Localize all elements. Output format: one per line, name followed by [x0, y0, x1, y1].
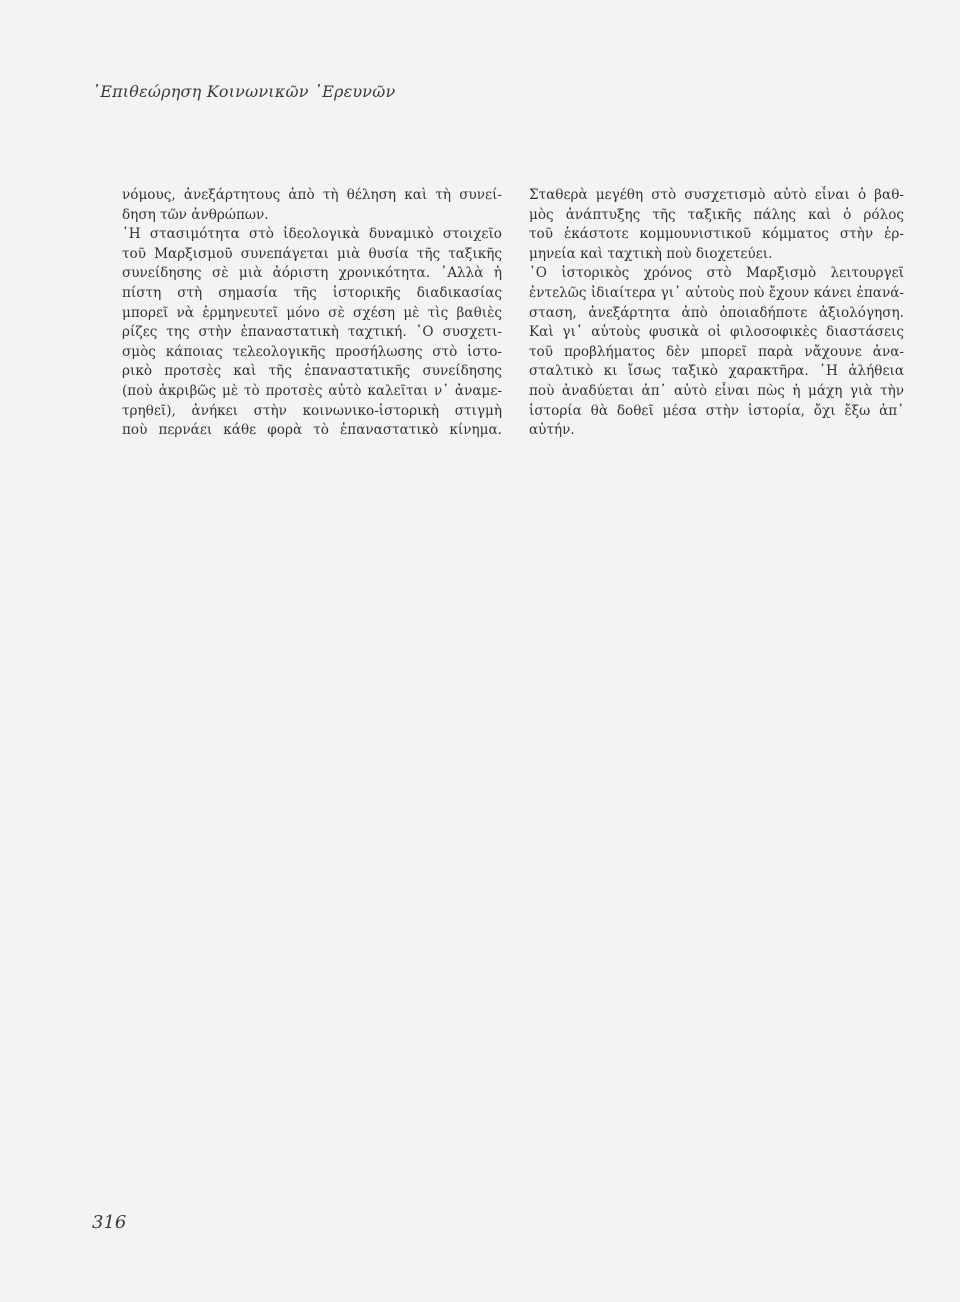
text-line: ἱστορία θὰ δοθεῖ μέσα στὴν ἱστορία, ὄχι ἔξω ἀπ᾽: [529, 402, 904, 419]
text-line: τοῦ ἑκάστοτε κομμουνιστικοῦ κόμματος στὴν ἑρ-: [529, 226, 904, 243]
text-line: Καὶ γι᾽ αὐτοὺς φυσικὰ οἱ φιλοσοφικὲς διαστάσεις: [529, 324, 904, 341]
right-text-column: [529, 186, 904, 441]
text-line: ῾Ο ἱστορικὸς χρόνος στὸ Μαρξισμὸ λειτουργεῖ: [529, 265, 904, 282]
text-line: τοῦ προβλήματος δὲν μπορεῖ παρὰ νἄχουνε ἀνα-: [529, 343, 904, 360]
text-line: συνείδησης σὲ μιὰ ἀόριστη χρονικότητα. ᾽Αλλὰ ἡ: [122, 265, 502, 282]
text-line: μὸς ἀνάπτυξης τῆς ταξικῆς πάλης καὶ ὁ ρόλος: [529, 206, 904, 223]
text-line: ῾Η στασιμότητα στὸ ἰδεολογικὰ δυναμικὸ στοιχεῖο: [122, 226, 502, 243]
text-line: ρίζες της στὴν ἐπαναστατικὴ ταχτική. ῾Ο συσχετι-: [122, 324, 502, 341]
text-line: νόμους, ἀνεξάρτητους ἀπὸ τὴ θέληση καὶ τὴ συνεί-: [122, 187, 502, 203]
text-line: τρηθεῖ), ἀνήκει στὴν κοινωνικο-ἱστορικὴ στιγμὴ: [122, 402, 502, 419]
left-text-column: [122, 186, 502, 441]
text-line: μηνεία καὶ ταχτικὴ ποὺ διοχετεύει.: [529, 245, 773, 262]
text-line: μπορεῖ νὰ ἑρμηνευτεῖ μόνο σὲ σχέση μὲ τὶς βαθιὲς: [122, 304, 502, 321]
text-line: σταλτικὸ κι ἴσως ταξικὸ χαρακτῆρα. ῾Η ἀλήθεια: [529, 363, 904, 380]
text-line: σταση, ἀνεξάρτητα ἀπὸ ὁποιαδήποτε ἀξιολόγηση.: [529, 304, 904, 321]
text-line: ποὺ ἀναδύεται ἀπ᾽ αὐτὸ εἶναι πὼς ἡ μάχη γιὰ τὴν: [529, 382, 904, 399]
text-line: ἐντελῶς ἰδιαίτερα γι᾽ αὐτοὺς ποὺ ἔχουν κάνει ἐπανά-: [529, 284, 904, 301]
running-header: ᾽Επιθεώρηση Κοινωνικῶν ᾽Ερευνῶν: [92, 82, 396, 101]
text-line: (ποὺ ἀκριβῶς μὲ τὸ προτσὲς αὐτὸ καλεῖται ν᾽ ἀναμε-: [122, 382, 502, 399]
text-line: ποὺ περνάει κάθε φορὰ τὸ ἐπαναστατικὸ κίνημα.: [122, 422, 502, 439]
page-number: 316: [92, 1212, 127, 1233]
text-line: πίστη στὴ σημασία τῆς ἱστορικῆς διαδικασίας: [122, 284, 502, 301]
text-line: αὐτήν.: [529, 422, 575, 439]
text-line: τοῦ Μαρξισμοῦ συνεπάγεται μιὰ θυσία τῆς ταξικῆς: [122, 245, 502, 262]
text-line: ρικὸ προτσὲς καὶ τῆς ἐπαναστατικῆς συνείδησης: [122, 363, 502, 380]
text-line: σμὸς κάποιας τελεολογικῆς προσήλωσης στὸ ἱστο-: [122, 343, 502, 360]
text-line: Σταθερὰ μεγέθη στὸ συσχετισμὸ αὐτὸ εἶναι ὁ βαθ-: [529, 187, 904, 203]
text-line: δηση τῶν ἀνθρώπων.: [122, 206, 269, 223]
